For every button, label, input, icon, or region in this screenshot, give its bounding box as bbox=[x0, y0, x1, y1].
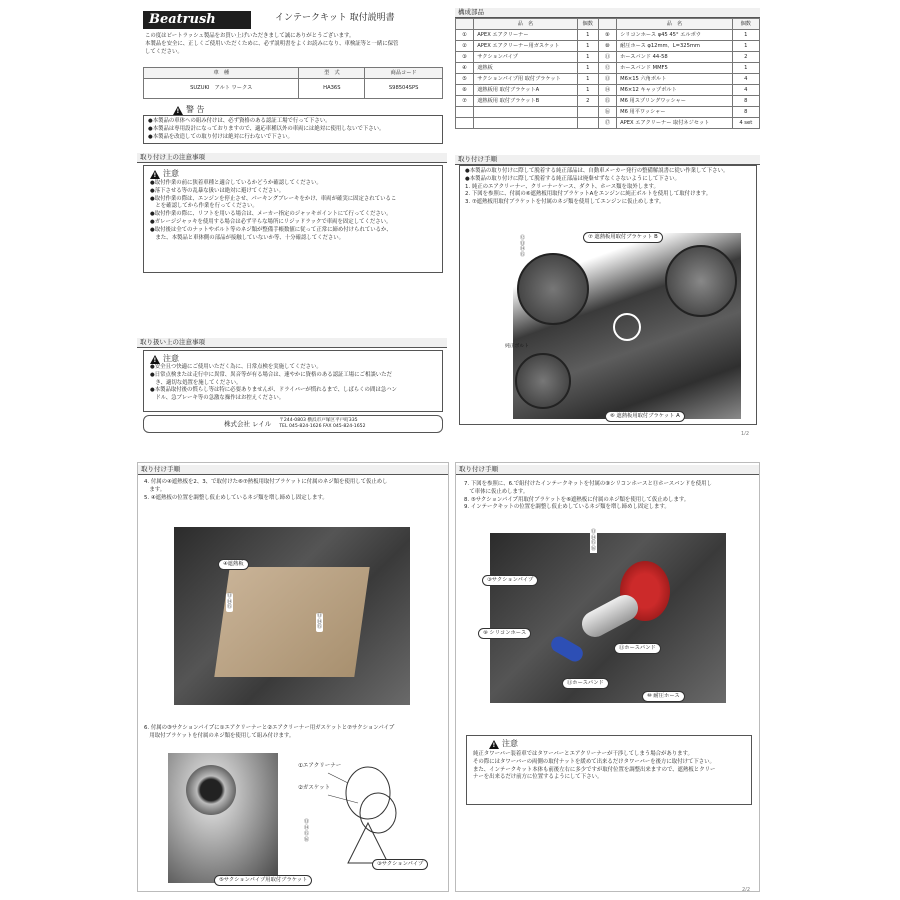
caution-triangle-icon bbox=[150, 170, 160, 179]
label-gasket: ②ガスケット bbox=[298, 785, 331, 791]
parts-cell: APEX エアクリーナー 取付ネジセット bbox=[617, 118, 733, 129]
manual-page-2 bbox=[455, 5, 760, 435]
parts-cell: ⑫ bbox=[598, 63, 616, 74]
step-6: 6. 付属の③サクションパイプに①エアクリーナーと②エアクリーナー用ガスケットと⑦サクションパイプ 用取付ブラケットを付属のネジ類を使用して組み付けます。 bbox=[144, 725, 395, 739]
parts-cell: 1 bbox=[577, 85, 598, 96]
vehicle-table: 車 種 型 式 商品コード SUZUKI アルト ワークス HA36S S98504SPS bbox=[143, 67, 443, 99]
callout-bracket-b: ⑦ 遮熱板用取付ブラケット B bbox=[583, 232, 663, 243]
parts-cell: ⑩ bbox=[598, 41, 616, 52]
parts-cell: ③ bbox=[456, 52, 474, 63]
parts-cell: 1 bbox=[577, 63, 598, 74]
callout-silicone-hose: ⑨ シリコンホース bbox=[478, 628, 531, 639]
suction-pipe-photo bbox=[168, 753, 278, 883]
parts-cell bbox=[474, 107, 577, 118]
parts-cell: ホースバンド MMF5 bbox=[617, 63, 733, 74]
parts-row bbox=[456, 85, 760, 96]
procedure-box: ●本製品の取り付けに際して脱着する純正部品は、自動車メーカー発行の整備解説書に従い作業して下さい。 ●本製品の取り付けに際して脱着する純正部品は廃棄せずなくさないようにして下さい。 1. 純正のエアクリーナー、クリーナーケース、ダクト、ホース類を取外します。 2. 下図を参照に、付属の⑥遮熱板用取付ブラケットAをエンジンに純正ボルトを使用して取付けます。 3. ⑦遮熱板用取付ブラケットを付属のネジ類を使用してエンジンに仮止めします。 bbox=[459, 165, 757, 425]
callout-pressure-hose: ⑩ 耐圧ホース bbox=[642, 691, 685, 702]
warning-section: ! 警 告 ●本製品の車体への組み付けは、必ず資格のある認証工場で行って下さい。 ●本製品は専用設計になっておりますので、適応車種以外の車両には絶対に使用しないで下さい。 ●本製品を改造しての取り付けは絶対に行わないで下さい。 bbox=[143, 105, 443, 149]
warning-heading: ! 警 告 bbox=[143, 105, 443, 115]
parts-row bbox=[456, 63, 760, 74]
parts-row bbox=[456, 30, 760, 41]
document-title: インテークキット 取付説明書 bbox=[275, 13, 395, 23]
callout-bracket-a: ⑥ 遮熱板用取付ブラケット A bbox=[605, 411, 685, 422]
parts-cell: ⑨ bbox=[598, 30, 616, 41]
heat-shield-plate bbox=[214, 567, 369, 677]
screw-labels-b: ⑬ ⑭ ⑮ bbox=[317, 613, 323, 630]
procedure-header: 取り付け手順 bbox=[455, 155, 760, 165]
parts-cell: 1 bbox=[577, 52, 598, 63]
parts-cell: APEX エアクリーナー用ガスケット bbox=[474, 41, 577, 52]
parts-cell: ④ bbox=[456, 63, 474, 74]
installed-kit-photo bbox=[490, 533, 726, 703]
screw-labels: ⑫ ⑬ ⑭ ⑮ bbox=[520, 235, 526, 258]
parts-cell: サクションパイプ用 取付ブラケット bbox=[474, 74, 577, 85]
parts-cell bbox=[577, 107, 598, 118]
parts-cell: サクションパイプ bbox=[474, 52, 577, 63]
parts-cell: ② bbox=[456, 41, 474, 52]
parts-cell: ⑬ bbox=[598, 74, 616, 85]
diagram-screw-labels: ⑬ ⑭ ⑮ ⑯ bbox=[304, 819, 310, 843]
parts-cell: ⑪ bbox=[598, 52, 616, 63]
parts-cell: 1 bbox=[577, 74, 598, 85]
parts-cell: 遮熱板用 取付ブラケットB bbox=[474, 96, 577, 107]
steps-7-9: 7. 下図を参照に、6.で組付けたインテークキットを付属の⑨シリコンホースと⑪ホースバンドを使用し て車体に仮止めします。 8. ⑤サクションパイプ用取付ブラケットを⑥遮熱板に付属のネジ類を使用して仮止めします。 9. インテークキットの位置を調整し仮止めしているネジ類を増し締めし固定します。 bbox=[464, 481, 712, 511]
parts-row bbox=[456, 74, 760, 85]
parts-cell: 遮熱板用 取付ブラケットA bbox=[474, 85, 577, 96]
callout-heat-shield: ④遮熱板 bbox=[218, 559, 249, 570]
install-caution-header: 取り付け上の注意事項 bbox=[137, 153, 447, 163]
handling-caution-header: 取り扱い上の注意事項 bbox=[137, 338, 447, 348]
parts-cell: ⑯ bbox=[598, 107, 616, 118]
procedure-header: 取り付け手順 bbox=[456, 465, 760, 475]
parts-cell: 4 bbox=[732, 74, 759, 85]
company-footer bbox=[143, 415, 443, 433]
tower-bar-caution-box: ! 注意 純正タワーバー装着車ではタワーバーとエアクリーナーが干渉してしまう場合があります。 その際にはタワーバーの両側の取付ナットを緩めて出来るだけタワーバーを後方に取付けて下さい。 また、インテークキット本体も前後左右に多少ですが取付位置を調整出来ますので、遮熱板とクリー ナーを出来るだけ前方に位置するようにして下さい。 bbox=[466, 735, 752, 805]
parts-row bbox=[456, 107, 760, 118]
install-caution-box: ! 注意 ●取付作業の前に狭着車種と適合しているかどうか確認してください。 ●落下させる等の乱暴な扱いは絶対に避けてください。 ●取付作業の際は、エンジンを停止させ、パーキングブレーキをかけ、車両が確実に固定されているこ とを確認してから作業を行ってください。 ●取付作業の際に、リフトを用いる場合は、メーカー指定のジャッキポイントにて行ってください。 ●ガレージジャッキを使用する場合は必ず平らな場所にリジッドラックで車両を固定してください。 ●取付後は全てのナットやボルト等のネジ類が整備手帳数値に従って正常に締め付けられているか、 また、本製品と車体側の部品が接触していないか等、十分確認してください。 bbox=[143, 165, 443, 273]
intro-text: この度はビートラッシュ製品をお買い上げいただきまして誠にありがとうございます。 本製品を安全に、正しくご使用いただくために、必ず説明書をよくお読みになり、車検証等と一緒に保管 してください。 bbox=[145, 33, 399, 55]
page-number: 2/2 bbox=[742, 887, 751, 892]
caution-triangle-icon bbox=[489, 740, 499, 749]
parts-cell bbox=[474, 118, 577, 129]
parts-row bbox=[456, 52, 760, 63]
suction-pipe-shape bbox=[577, 590, 642, 641]
callout-hose-band-2: ⑪ホースバンド bbox=[562, 678, 609, 689]
parts-cell: 2 bbox=[732, 52, 759, 63]
parts-cell: 8 bbox=[732, 96, 759, 107]
parts-cell: ⑦ bbox=[456, 96, 474, 107]
parts-cell: 遮熱板 bbox=[474, 63, 577, 74]
screw-labels-a: ⑬ ⑭ ⑮ bbox=[227, 593, 233, 610]
parts-cell: ⑥ bbox=[456, 85, 474, 96]
parts-cell: 2 bbox=[577, 96, 598, 107]
parts-cell: ホースバンド 44-58 bbox=[617, 52, 733, 63]
label-suction-bracket: ⑤サクションパイプ用取付ブラケット bbox=[214, 875, 312, 886]
parts-cell: ⑤ bbox=[456, 74, 474, 85]
page-number: 1/2 bbox=[741, 431, 750, 435]
heat-shield-photo bbox=[174, 527, 410, 705]
parts-cell bbox=[456, 107, 474, 118]
pipe-opening bbox=[186, 765, 236, 815]
parts-row bbox=[456, 118, 760, 129]
callout-suction-pipe: ③サクションパイプ bbox=[482, 575, 538, 586]
handling-caution-box: ! 注意 ●安全且つ快適にご使用いただく為に、日常点検を実施してください。 ●日常点検または走行中に異常、異音等が有る場合は、速やかに資格のある認証工場にご相談いただ き、適切な処置を施してください。 ●本製品取付後の慣らし等は特に必要ありませんが、ドライバーが慣れるまで、しばらくの間は急ハン ドル、急ブレーキ等の急激な操作はお控えください。 bbox=[143, 350, 443, 412]
manual-page-3 bbox=[137, 462, 449, 892]
blue-silicone-hose bbox=[548, 634, 585, 665]
parts-cell: 1 bbox=[732, 30, 759, 41]
parts-row bbox=[456, 41, 760, 52]
company-phone: TEL 045-824-1626 FAX 045-824-1652 bbox=[279, 424, 366, 429]
parts-cell: 8 bbox=[732, 107, 759, 118]
parts-cell: 4 set bbox=[732, 118, 759, 129]
parts-cell: ⑭ bbox=[598, 85, 616, 96]
parts-cell: シリコンホース φ45 45° エルボウ bbox=[617, 30, 733, 41]
parts-cell: 1 bbox=[577, 41, 598, 52]
parts-cell: 1 bbox=[577, 30, 598, 41]
company-address: 〒244-0803 横浜市戸塚区平戸町335 bbox=[279, 418, 358, 424]
parts-row bbox=[456, 96, 760, 107]
engine-photo-brackets bbox=[513, 233, 741, 419]
callout-oem-bolt: 純正ボルト bbox=[505, 344, 529, 349]
label-suction-pipe: ③サクションパイプ bbox=[372, 859, 428, 870]
parts-cell bbox=[456, 118, 474, 129]
parts-cell: ⑮ bbox=[598, 96, 616, 107]
parts-cell bbox=[577, 118, 598, 129]
parts-cell: 4 bbox=[732, 85, 759, 96]
manual-page-4 bbox=[455, 462, 760, 892]
parts-cell: APEX エアクリーナー bbox=[474, 30, 577, 41]
company-name: 株式会社 レイル bbox=[224, 419, 272, 428]
label-air-cleaner: ①エアクリーナー bbox=[298, 763, 342, 769]
parts-cell: 耐圧ホース φ12mm、L=325mm bbox=[617, 41, 733, 52]
caution-triangle-icon bbox=[150, 355, 160, 364]
procedure-header: 取り付け手順 bbox=[138, 465, 449, 475]
parts-cell: M6×15 六角ボルト bbox=[617, 74, 733, 85]
parts-header: 構成部品 bbox=[455, 8, 760, 18]
parts-cell: M6×12 キャップボルト bbox=[617, 85, 733, 96]
parts-cell: ⑰ bbox=[598, 118, 616, 129]
parts-cell: 1 bbox=[732, 41, 759, 52]
parts-cell: ① bbox=[456, 30, 474, 41]
warning-triangle-icon bbox=[173, 106, 183, 115]
beatrush-logo: Beatrush bbox=[143, 11, 251, 29]
parts-cell: 1 bbox=[732, 63, 759, 74]
parts-cell: M6 用スプリングワッシャー bbox=[617, 96, 733, 107]
parts-table: 品 名 個数 品 名 個数 ① APEX エアクリーナー 1 ⑨ シリコンホース φ45 45° エルボウ 1 ② APEX エアクリーナー用ガスケット 1 ⑩ 耐圧ホース φ12mm、L=325mm 1 ③ サクションパイプ 1 ⑪ ホースバンド 44-58 2 ④ 遮熱板 1 ⑫ ホースバンド MMF5 1 ⑤ サクションパイプ用 取付ブラケット 1 ⑬ M6×15 六角ボルト 4 ⑥ 遮熱板用 取付ブラケットA 1 ⑭ M6×12 キャップボルト 4 ⑦ 遮熱板用 取付ブラケットB 2 ⑮ M6 用スプリングワッシャー 8 ⑯ M6 用平ワッシャー 8 ⑰ APEX エアクリーナー 取付ネジセット 4 set bbox=[455, 18, 760, 129]
screw-labels: ⑬ ⑭ ⑮ ⑯ bbox=[591, 529, 597, 552]
manual-page-1 bbox=[137, 5, 449, 435]
steps-4-5: 4. 付属の④遮熱板を2、3、で取付けた⑥⑦熱板用取付ブラケットに付属のネジ類を使用して仮止めし ます。 5. ④遮熱板の位置を調整し仮止めしているネジ類を増し締めし固定します。 bbox=[144, 479, 388, 501]
callout-hose-band-1: ⑪ホースバンド bbox=[614, 643, 661, 654]
parts-cell: M6 用平ワッシャー bbox=[617, 107, 733, 118]
